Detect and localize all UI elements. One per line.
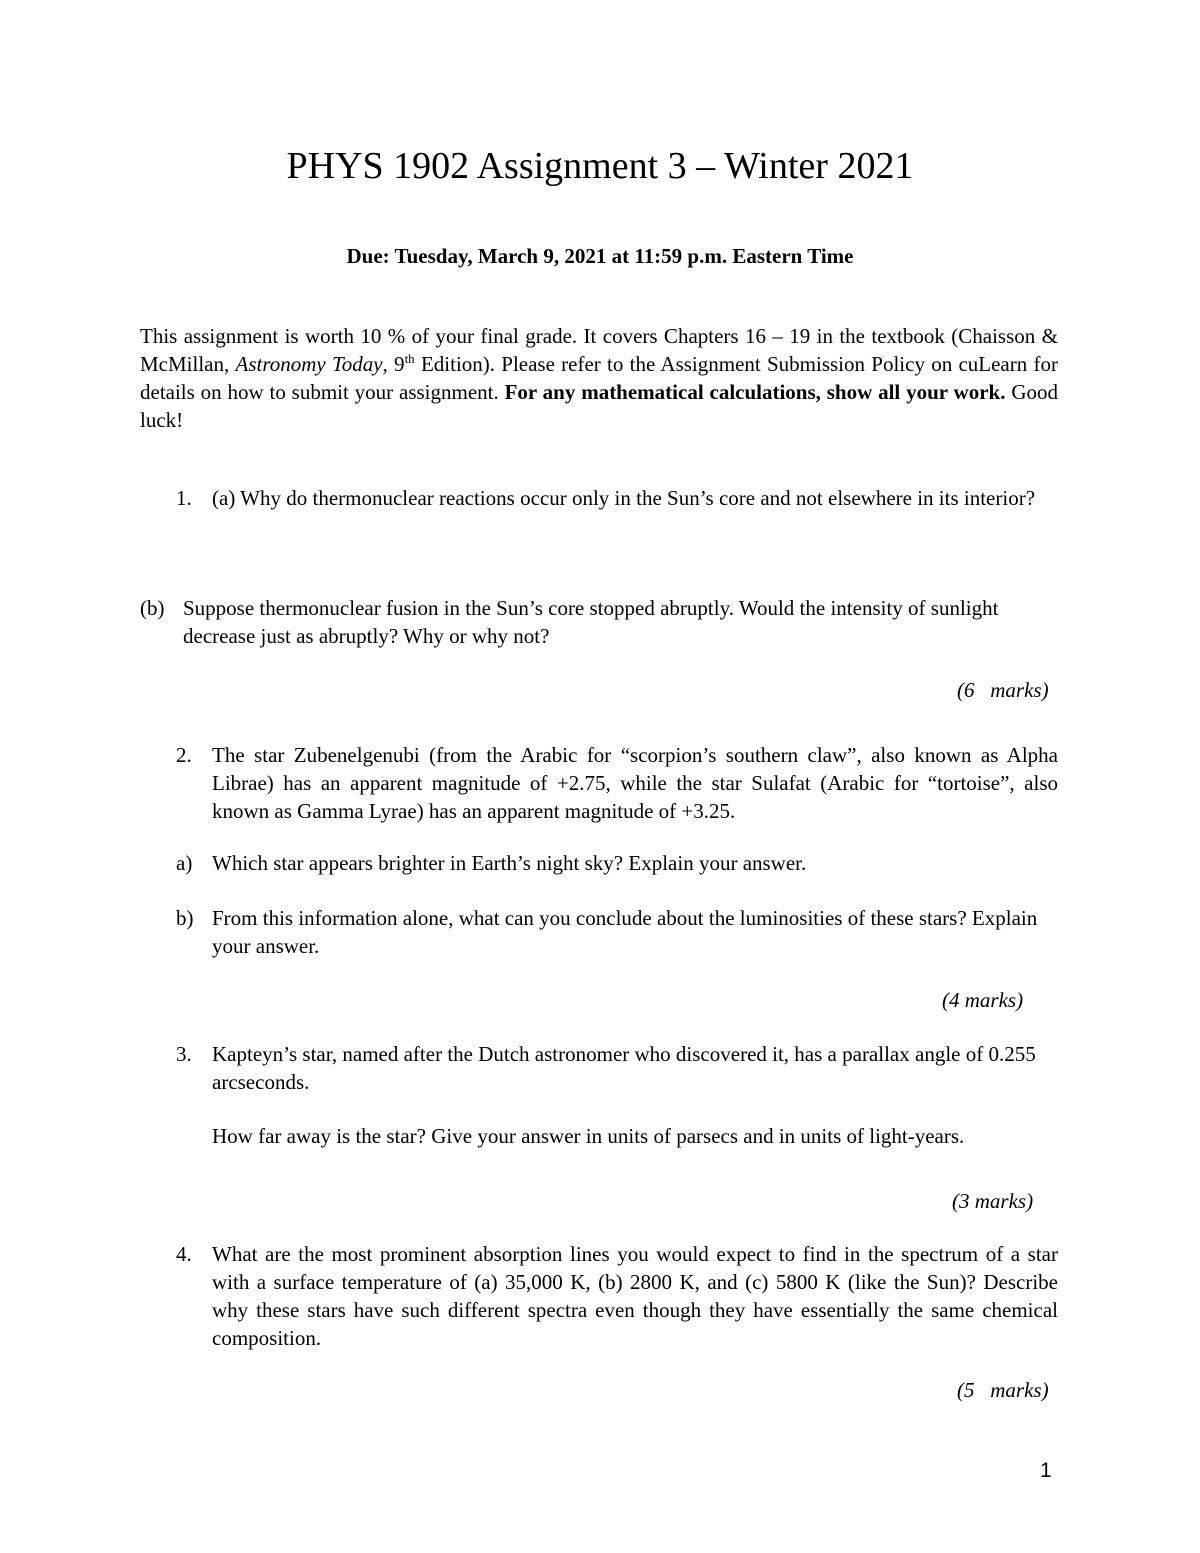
question-2b-label: b) <box>176 906 194 930</box>
question-4-text: What are the most prominent absorption lines you would expect to find in the spectrum of a star with a surface temperature of (a) 35,000 K, (b) 2800 K, and (c) 5800 K (like the Sun)? Describe why these stars have such different spectra even though they have essentially the same chemical composition. <box>212 1242 1058 1350</box>
question-3-marks: (3 marks) <box>952 1189 1034 1213</box>
question-1-marks: (6 marks) <box>957 678 1049 702</box>
question-4-marks: (5 marks) <box>957 1378 1049 1402</box>
question-2b-text: From this information alone, what can you conclude about the luminosities of these stars? Explain your answer. <box>212 906 1038 958</box>
intro-text-3: Edition). Please refer to the Assignment Submission Policy on cuLearn for details on how to submit your assignment. <box>140 352 1058 404</box>
book-title: Astronomy Today <box>235 352 383 376</box>
question-2-marks: (4 marks) <box>942 988 1024 1012</box>
intro-text-1: This assignment is worth 10 % of your final grade. It covers Chapters 16 – 19 in the textbook (Chaisson & McMillan, <box>140 324 1058 376</box>
due-date: Due: Tuesday, March 9, 2021 at 11:59 p.m. Eastern Time <box>346 244 854 268</box>
question-2-number: 2. <box>176 743 192 767</box>
question-2a-label: a) <box>176 851 193 875</box>
intro-text-4: Good luck! <box>140 380 1058 432</box>
question-1b-label: (b) <box>140 596 165 620</box>
intro-paragraph <box>140 322 1058 434</box>
intro-text-2: , 9 <box>382 352 405 376</box>
page-title: PHYS 1902 Assignment 3 – Winter 2021 <box>286 145 914 187</box>
question-1a-text: (a) Why do thermonuclear reactions occur only in the Sun’s core and not elsewhere in its interior? <box>212 486 1036 510</box>
question-1a <box>212 484 1058 512</box>
question-1-number: 1. <box>176 486 192 510</box>
question-3-number: 3. <box>176 1042 192 1066</box>
question-2-text: The star Zubenelgenubi (from the Arabic for “scorpion’s southern claw”, also known as Alpha Librae) has an apparent magnitude of +2.75, while the star Sulafat (Arabic for “tortoise”, also known as Gamma Lyrae) has an apparent magnitude of +3.25. <box>212 743 1058 823</box>
question-3-text-2: How far away is the star? Give your answer in units of parsecs and in units of light-years. <box>212 1124 965 1148</box>
intro-bold-instruction: For any mathematical calculations, show all your work. <box>504 380 1006 404</box>
question-4-number: 4. <box>176 1242 192 1266</box>
edition-superscript: th <box>404 351 415 366</box>
question-3-text: Kapteyn’s star, named after the Dutch astronomer who discovered it, has a parallax angle of 0.255 arcseconds. <box>212 1042 1036 1094</box>
question-2a-text: Which star appears brighter in Earth’s night sky? Explain your answer. <box>212 851 807 875</box>
question-1b-text: Suppose thermonuclear fusion in the Sun’s core stopped abruptly. Would the intensity of sunlight decrease just as abruptly? Why or why not? <box>183 596 999 648</box>
page-number: 1 <box>1040 1459 1052 1482</box>
